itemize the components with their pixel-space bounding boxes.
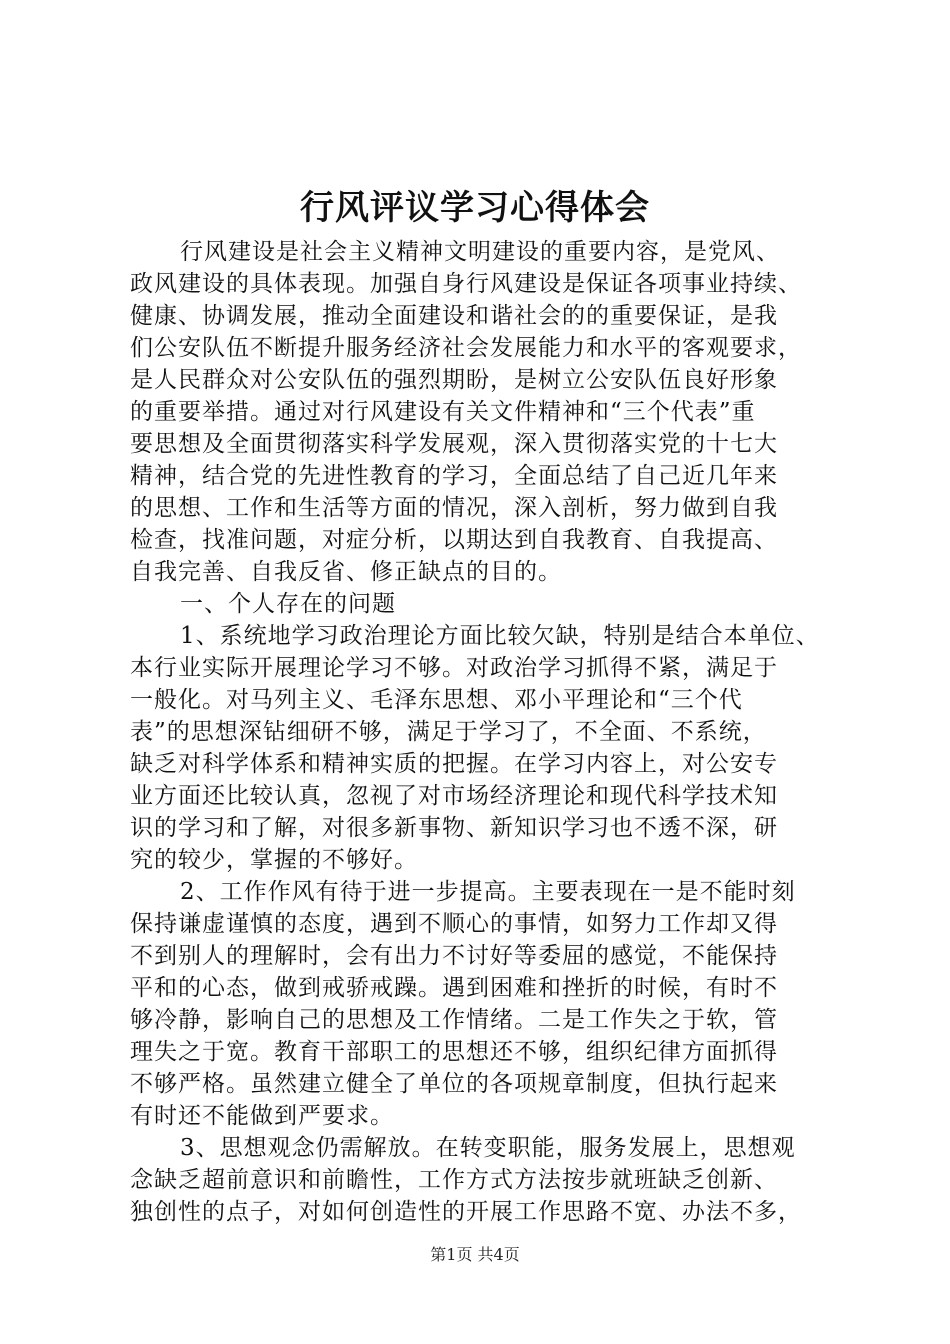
document-body: [130, 236, 830, 1228]
text-line: 精神，结合党的先进性教育的学习，全面总结了自己近几年来: [130, 463, 778, 489]
text-line: 究的较少，掌握的不够好。: [130, 847, 418, 873]
text-line: 平和的心态，做到戒骄戒躁。遇到困难和挫折的时候，有时不: [130, 975, 778, 1001]
text-line: 够冷静，影响自己的思想及工作情绪。二是工作失之于软，管: [130, 1007, 778, 1033]
text-line: 理失之于宽。教育干部职工的思想还不够，组织纪律方面抓得: [130, 1039, 778, 1065]
text-line: 保持谦虚谨慎的态度，遇到不顺心的事情，如努力工作却又得: [130, 911, 778, 937]
text-line: 独创性的点子，对如何创造性的开展工作思路不宽、办法不多，: [130, 1199, 802, 1225]
text-line: 一般化。对马列主义、毛泽东思想、邓小平理论和“三个代: [130, 687, 743, 713]
text-line: 行风建设是社会主义精神文明建设的重要内容，是党风、: [180, 239, 780, 265]
text-line: 表”的思想深钻细研不够，满足于学习了，不全面、不系统，: [130, 719, 767, 745]
text-line: 业方面还比较认真，忽视了对市场经济理论和现代科学技术知: [130, 783, 778, 809]
text-line: 的重要举措。通过对行风建设有关文件精神和“三个代表”重: [130, 399, 756, 425]
text-line: 1、系统地学习政治理论方面比较欠缺，特别是结合本单位、: [180, 623, 820, 649]
text-line: 健康、协调发展，推动全面建设和谐社会的的重要保证，是我: [130, 303, 778, 329]
text-line: 自我完善、自我反省、修正缺点的目的。: [130, 559, 562, 585]
text-line: 2、工作作风有待于进一步提高。主要表现在一是不能时刻: [180, 879, 796, 905]
text-line: 检查，找准问题，对症分析，以期达到自我教育、自我提高、: [130, 527, 778, 553]
text-line: 缺乏对科学体系和精神实质的把握。在学习内容上，对公安专: [130, 751, 778, 777]
text-line: 本行业实际开展理论学习不够。对政治学习抓得不紧，满足于: [130, 655, 778, 681]
page-footer: 第1页 共4页: [430, 1245, 520, 1264]
text-line: 的思想、工作和生活等方面的情况，深入剖析，努力做到自我: [130, 495, 778, 521]
section-heading: 一、个人存在的问题: [180, 591, 396, 617]
document-title: 行风评议学习心得体会: [300, 188, 650, 228]
text-line: 是人民群众对公安队伍的强烈期盼，是树立公安队伍良好形象: [130, 367, 778, 393]
text-line: 识的学习和了解，对很多新事物、新知识学习也不透不深，研: [130, 815, 778, 841]
text-line: 3、思想观念仍需解放。在转变职能，服务发展上，思想观: [180, 1135, 796, 1161]
text-line: 们公安队伍不断提升服务经济社会发展能力和水平的客观要求，: [130, 335, 802, 361]
text-line: 要思想及全面贯彻落实科学发展观，深入贯彻落实党的十七大: [130, 431, 778, 457]
text-line: 不到别人的理解时，会有出力不讨好等委屈的感觉，不能保持: [130, 943, 778, 969]
text-line: 不够严格。虽然建立健全了单位的各项规章制度，但执行起来: [130, 1071, 778, 1097]
text-line: 政风建设的具体表现。加强自身行风建设是保证各项事业持续、: [130, 271, 802, 297]
text-line: 念缺乏超前意识和前瞻性，工作方式方法按步就班缺乏创新、: [130, 1167, 778, 1193]
text-line: 有时还不能做到严要求。: [130, 1103, 394, 1129]
